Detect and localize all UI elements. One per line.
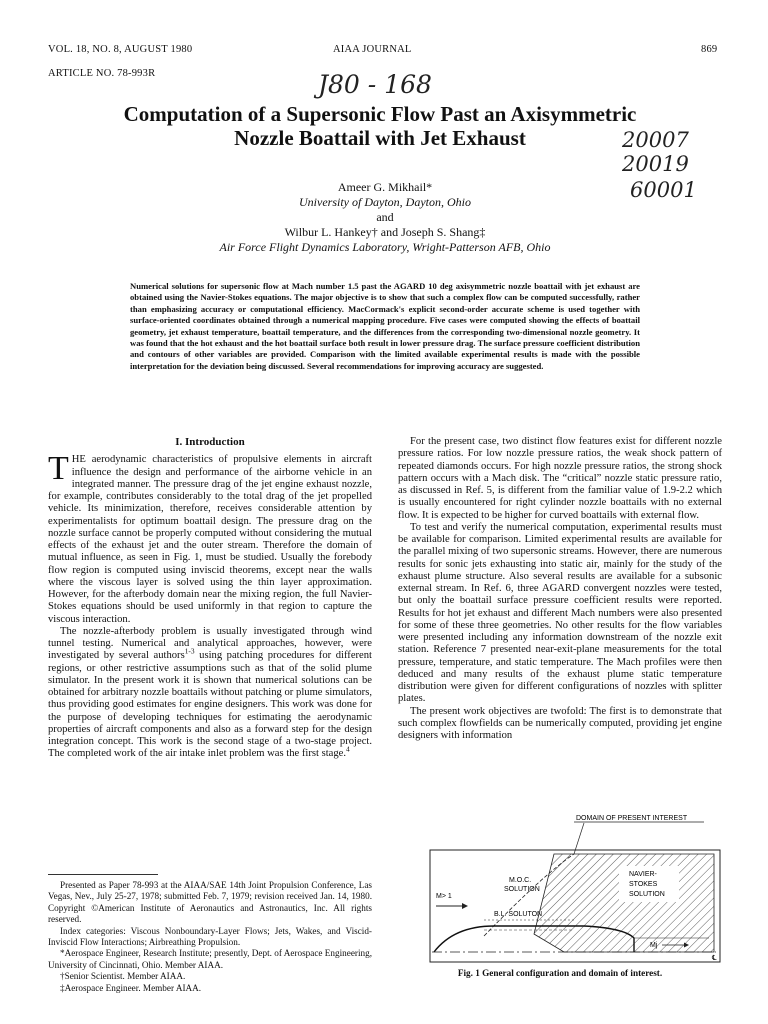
page-number: 869 bbox=[701, 44, 718, 55]
flow-arrow-icon bbox=[462, 903, 468, 909]
author-1: Ameer G. Mikhail* bbox=[337, 180, 433, 194]
ns-label-3: SOLUTION bbox=[629, 891, 665, 898]
intro-paragraph-2: The nozzle-afterbody problem is usually investigated through wind tunnel testing. Numerical and analytical approaches, however, were investigated by several authors$^{1-3}$ using patching procedures for different regions, or other restrictive assumptions such as that of the solid plume simulator. In the present work it is shown that numerical solutions can be obtained for arbitrary nozzle boattails without patching or plume simulators, thus providing good estimates for engine designers. This work was done for the purpose of developing techniques for estimating the aerodynamic properties of aircraft components and also as a forward step for the design integration concept. This work is the second stage of a two-stage project. The completed work of the air intake inlet problem was the first stage.$^4$ bbox=[48, 625, 372, 760]
mj-label: Mj bbox=[650, 942, 658, 949]
title-line-1: Computation of a Supersonic Flow Past an Axisymmetric bbox=[123, 102, 637, 126]
affiliation-1: University of Dayton, Dayton, Ohio bbox=[299, 195, 471, 209]
affiliation-2: Air Force Flight Dynamics Laboratory, Wright-Patterson AFB, Ohio bbox=[219, 240, 551, 254]
handwritten-note-2: 20019 bbox=[622, 152, 689, 176]
moc-label-1: M.O.C. bbox=[509, 877, 532, 884]
handwritten-note-3: 60001 bbox=[630, 178, 697, 202]
mach-label: M> 1 bbox=[436, 893, 452, 900]
author-2: Wilbur L. Hankey† and Joseph S. Shang‡ bbox=[284, 225, 486, 239]
footnotes bbox=[48, 880, 372, 994]
handwritten-note-top: J80 - 168 bbox=[318, 70, 432, 99]
figure-caption: Fig. 1 General configuration and domain of interest. bbox=[457, 968, 663, 978]
paper-title bbox=[60, 102, 700, 150]
footnote-1: Presented as Paper 78-993 at the AIAA/SAE 14th Joint Propulsion Conference, Las Vegas, Nev., July 25-27, 1978; submitted Feb. 7, 1979; revision received Jan. 14, 1980. Copyright ©American Institute of Aeronautics and Astronautics, Inc. All rights reserved. bbox=[48, 880, 372, 925]
author-conjunction: and bbox=[376, 210, 394, 224]
footnote-rule bbox=[48, 874, 158, 875]
domain-label: DOMAIN OF PRESENT INTEREST bbox=[576, 815, 688, 822]
ns-label-2: STOKES bbox=[629, 881, 658, 888]
abstract: Numerical solutions for supersonic flow at Mach number 1.5 past the AGARD 10 deg axisymmetric nozzle boattail with jet exhaust are obtained using the Navier-Stokes equations. The major objective is to show that such a complex flow can be computed successfully, rather than emphasizing accuracy or computational efficiency. MacCormack's explicit second-order accurate scheme is used together with surface-oriented coordinates obtained through a numerical mapping procedure. Five cases were computed showing the effects of boattail geometry, jet exhaust temperature, boattail temperature, and the differences from the corresponding two-dimensional nozzle geometry. It was found that the hot exhaust and the hot boattail surface both result in lower pressure drag. The surface pressure coefficient distribution and contours of other variables are provided. Comparison with the limited available experimental results is made with the possible interpretation for the deviation being discussed. Several recommendations for improving accuracy are suggested. bbox=[130, 281, 640, 371]
footnote-2: Index categories: Viscous Nonboundary-Layer Flows; Jets, Wakes, and Viscid-Inviscid Flow Interactions; Airbreathing Propulsion. bbox=[48, 925, 372, 948]
title-line-2: Nozzle Boattail with Jet Exhaust bbox=[234, 126, 526, 150]
intro-paragraph-1: THE aerodynamic characteristics of propulsive elements in aircraft influence the design and performance of the airborne vehicle in an integrated manner. The pressure drag of the jet engine exhaust nozzle, for example, contributes considerably to the total drag of the jet propelled vehicle. Its minimization, therefore, receives considerable attention by experimentalists for optimum boattail design. The pressure drag on the nozzle surface cannot be properly computed without considering the mutual effects of the exhaust jet and the outer stream. Therefore the domain of mutual influence, as seen in Fig. 1, must be studied. Usually the forebody flow region is computed using inviscid theorems, except near the walls where the viscous layer is solved using the thin layer approximation. However, for the afterbody domain near the mixing region, the full Navier-Stokes equations should be used uniformly in that region to capture the viscous interaction. bbox=[48, 450, 372, 625]
journal-name: AIAA JOURNAL bbox=[333, 44, 412, 55]
ns-label-1: NAVIER- bbox=[629, 871, 657, 878]
figure-1-diagram bbox=[424, 814, 724, 970]
section-heading: I. Introduction bbox=[175, 436, 245, 448]
article-number: ARTICLE NO. 78-993R bbox=[48, 68, 156, 79]
centerline-label: ℄ bbox=[712, 955, 717, 962]
right-paragraph-2: To test and verify the numerical computation, experimental results must be available for comparison. Limited experimental results are available for the parallel mixing of two supersonic streams. However, there are numerous results for sonic jets exhausting into static air, mainly for the study of the exhaust plume structure. Also several results are available for a subsonic external stream. In Ref. 6, three AGARD convergent nozzles were tested, but only the boattail surface pressure coefficient results were reported. Results for hot jet exhaust and different Mach numbers were also presented for some of these three geometries. No other results for the flow variables were presented including any information downstream of the nozzle exit station. Reference 7 presented near-exit-plane measurements for the total pressure, temperature, and static temperature. The Mach profiles were then deduced and many results of the exhaust plume static temperature distribution were given for different configurations of nozzles with splitter plates. bbox=[398, 521, 722, 705]
bl-label: B.L. SOLUTON bbox=[494, 911, 543, 918]
moc-label-2: SOLUTION bbox=[504, 886, 540, 893]
footnote-5: ‡Aerospace Engineer. Member AIAA. bbox=[60, 982, 202, 993]
footnote-4: †Senior Scientist. Member AIAA. bbox=[60, 971, 186, 982]
handwritten-note-1: 20007 bbox=[622, 128, 689, 152]
column-right bbox=[398, 436, 722, 742]
volume-info: VOL. 18, NO. 8, AUGUST 1980 bbox=[48, 44, 193, 55]
author-block bbox=[150, 180, 620, 255]
drop-cap: T bbox=[48, 450, 69, 488]
right-paragraph-3: The present work objectives are twofold: The first is to demonstrate that such complex flowfields can be numerically computed, providing jet engine designers with information bbox=[398, 705, 722, 741]
footnote-3: *Aerospace Engineer, Research Institute; presently, Dept. of Aerospace Engineering, University of Cincinnati, Ohio. Member AIAA. bbox=[48, 948, 372, 970]
right-paragraph-1: For the present case, two distinct flow features exist for different nozzle pressure ratios. For low nozzle pressure ratios, the weak shock pattern of repeated diamonds occurs. For high nozzle pressure ratios, the strong shock pattern occurs with a Mach disk. The “critical” nozzle static pressure ratio, as discussed in Ref. 5, is different from the familiar value of 1.9-2.2 which is usually encountered for right cylinder nozzle boattails with no external flow. It is expected to be higher for curved boattails with external flow. bbox=[398, 436, 722, 521]
column-left bbox=[48, 436, 372, 761]
